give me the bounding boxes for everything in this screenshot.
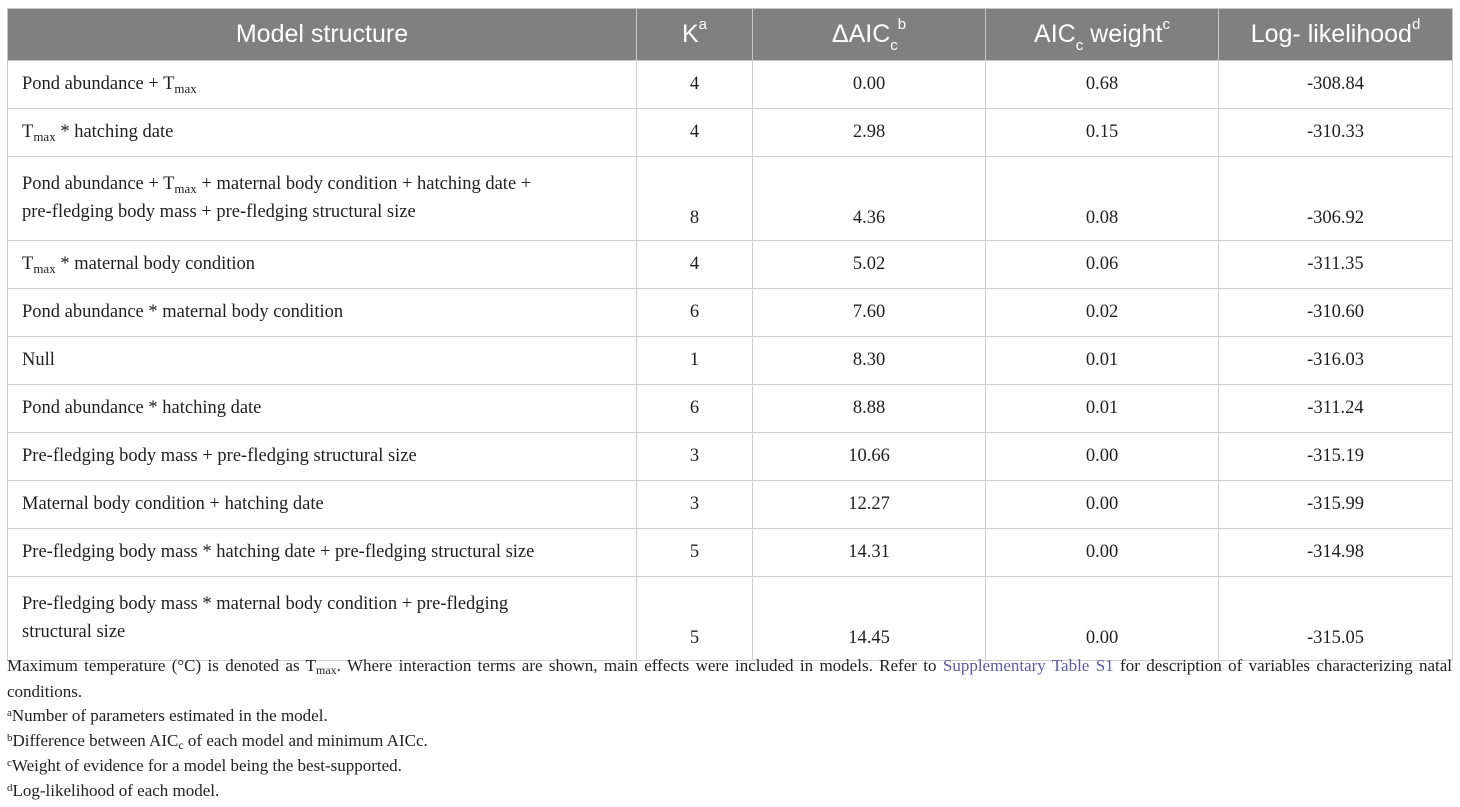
results-table-container (7, 8, 1452, 661)
k-cell: 5 (637, 577, 753, 661)
table-row (8, 529, 1453, 577)
aicc-weight-cell: 0.01 (986, 385, 1219, 433)
table-header-row (8, 9, 1453, 61)
delta-aicc-cell: 14.45 (753, 577, 986, 661)
header-k: $K^a$ (637, 9, 753, 61)
aicc-weight-cell: 0.00 (986, 529, 1219, 577)
k-cell: 1 (637, 337, 753, 385)
aicc-weight-cell: 0.06 (986, 241, 1219, 289)
delta-aicc-cell: 0.00 (753, 61, 986, 109)
aicc-weight-cell: 0.02 (986, 289, 1219, 337)
log-likelihood-cell: -314.98 (1219, 529, 1453, 577)
k-cell: 6 (637, 289, 753, 337)
delta-aicc-cell: 4.36 (753, 157, 986, 241)
k-cell: 6 (637, 385, 753, 433)
aicc-weight-cell: 0.15 (986, 109, 1219, 157)
log-likelihood-cell: -310.60 (1219, 289, 1453, 337)
aicc-weight-cell: 0.01 (986, 337, 1219, 385)
delta-aicc-cell: 8.30 (753, 337, 986, 385)
table-row (8, 109, 1453, 157)
model-cell: $T_{max}$ * hatching date (8, 109, 637, 157)
aicc-weight-cell: 0.08 (986, 157, 1219, 241)
k-cell: 8 (637, 157, 753, 241)
table-row (8, 289, 1453, 337)
table-row (8, 241, 1453, 289)
model-cell: Pre-fledging body mass * maternal body condition + pre-fledging structural size (8, 577, 637, 661)
aicc-weight-cell: 0.00 (986, 481, 1219, 529)
footnote-b: $^b$Difference between $AIC_c$ of each model and minimum AICc. (7, 730, 428, 752)
log-likelihood-cell: -308.84 (1219, 61, 1453, 109)
k-cell: 4 (637, 61, 753, 109)
log-likelihood-cell: -315.05 (1219, 577, 1453, 661)
footnote-main: Maximum temperature (°C) is denoted as $T_{max}$. Where interaction terms are shown, main effects were included in models. Refer to Supplementary Table S1 for description of variables characterizing natal conditions. (7, 656, 1452, 701)
footnote-a: $^a$Number of parameters estimated in the model. (7, 706, 328, 726)
model-cell: Pond abundance + $T_{max}$ (8, 61, 637, 109)
log-likelihood-cell: -315.19 (1219, 433, 1453, 481)
model-cell: Pond abundance * maternal body condition (8, 289, 637, 337)
k-cell: 3 (637, 481, 753, 529)
header-aicc-weight: $AIC_c$ weight$^c$ (986, 9, 1219, 61)
log-likelihood-cell: -311.24 (1219, 385, 1453, 433)
log-likelihood-cell: -311.35 (1219, 241, 1453, 289)
delta-aicc-cell: 8.88 (753, 385, 986, 433)
aicc-weight-cell: 0.00 (986, 433, 1219, 481)
supplementary-table-link[interactable]: Supplementary Table S1 (942, 656, 1114, 675)
delta-aicc-cell: 7.60 (753, 289, 986, 337)
log-likelihood-cell: -316.03 (1219, 337, 1453, 385)
delta-aicc-cell: 2.98 (753, 109, 986, 157)
aicc-weight-cell: 0.00 (986, 577, 1219, 661)
table-row (8, 577, 1453, 661)
model-cell: Pond abundance + $T_{max}$ + maternal body condition + hatching date + pre-fledging body mass + pre-fledging structural size (8, 157, 637, 241)
table-row (8, 61, 1453, 109)
header-log-likelihood: Log- likelihood$^d$ (1219, 9, 1453, 61)
delta-aicc-cell: 10.66 (753, 433, 986, 481)
delta-aicc-cell: 5.02 (753, 241, 986, 289)
table-footnotes (7, 654, 1452, 804)
log-likelihood-cell: -310.33 (1219, 109, 1453, 157)
model-selection-table (7, 8, 1453, 661)
model-cell: Null (8, 337, 637, 385)
table-row (8, 481, 1453, 529)
table-row (8, 337, 1453, 385)
table-row (8, 157, 1453, 241)
model-cell: Pond abundance * hatching date (8, 385, 637, 433)
k-cell: 5 (637, 529, 753, 577)
k-cell: 3 (637, 433, 753, 481)
model-cell: Pre-fledging body mass + pre-fledging structural size (8, 433, 637, 481)
footnote-d: $^d$Log-likelihood of each model. (7, 780, 220, 800)
footnote-c: $^c$Weight of evidence for a model being the best-supported. (7, 756, 402, 776)
delta-aicc-cell: 14.31 (753, 529, 986, 577)
model-cell: $T_{max}$ * maternal body condition (8, 241, 637, 289)
k-cell: 4 (637, 109, 753, 157)
header-model-structure: Model structure (8, 9, 637, 61)
model-cell: Maternal body condition + hatching date (8, 481, 637, 529)
log-likelihood-cell: -306.92 (1219, 157, 1453, 241)
k-cell: 4 (637, 241, 753, 289)
model-cell: Pre-fledging body mass * hatching date + pre-fledging structural size (8, 529, 637, 577)
delta-aicc-cell: 12.27 (753, 481, 986, 529)
header-delta-aicc: $\Delta AIC_c^b$ (753, 9, 986, 61)
table-row (8, 385, 1453, 433)
log-likelihood-cell: -315.99 (1219, 481, 1453, 529)
aicc-weight-cell: 0.68 (986, 61, 1219, 109)
table-row (8, 433, 1453, 481)
